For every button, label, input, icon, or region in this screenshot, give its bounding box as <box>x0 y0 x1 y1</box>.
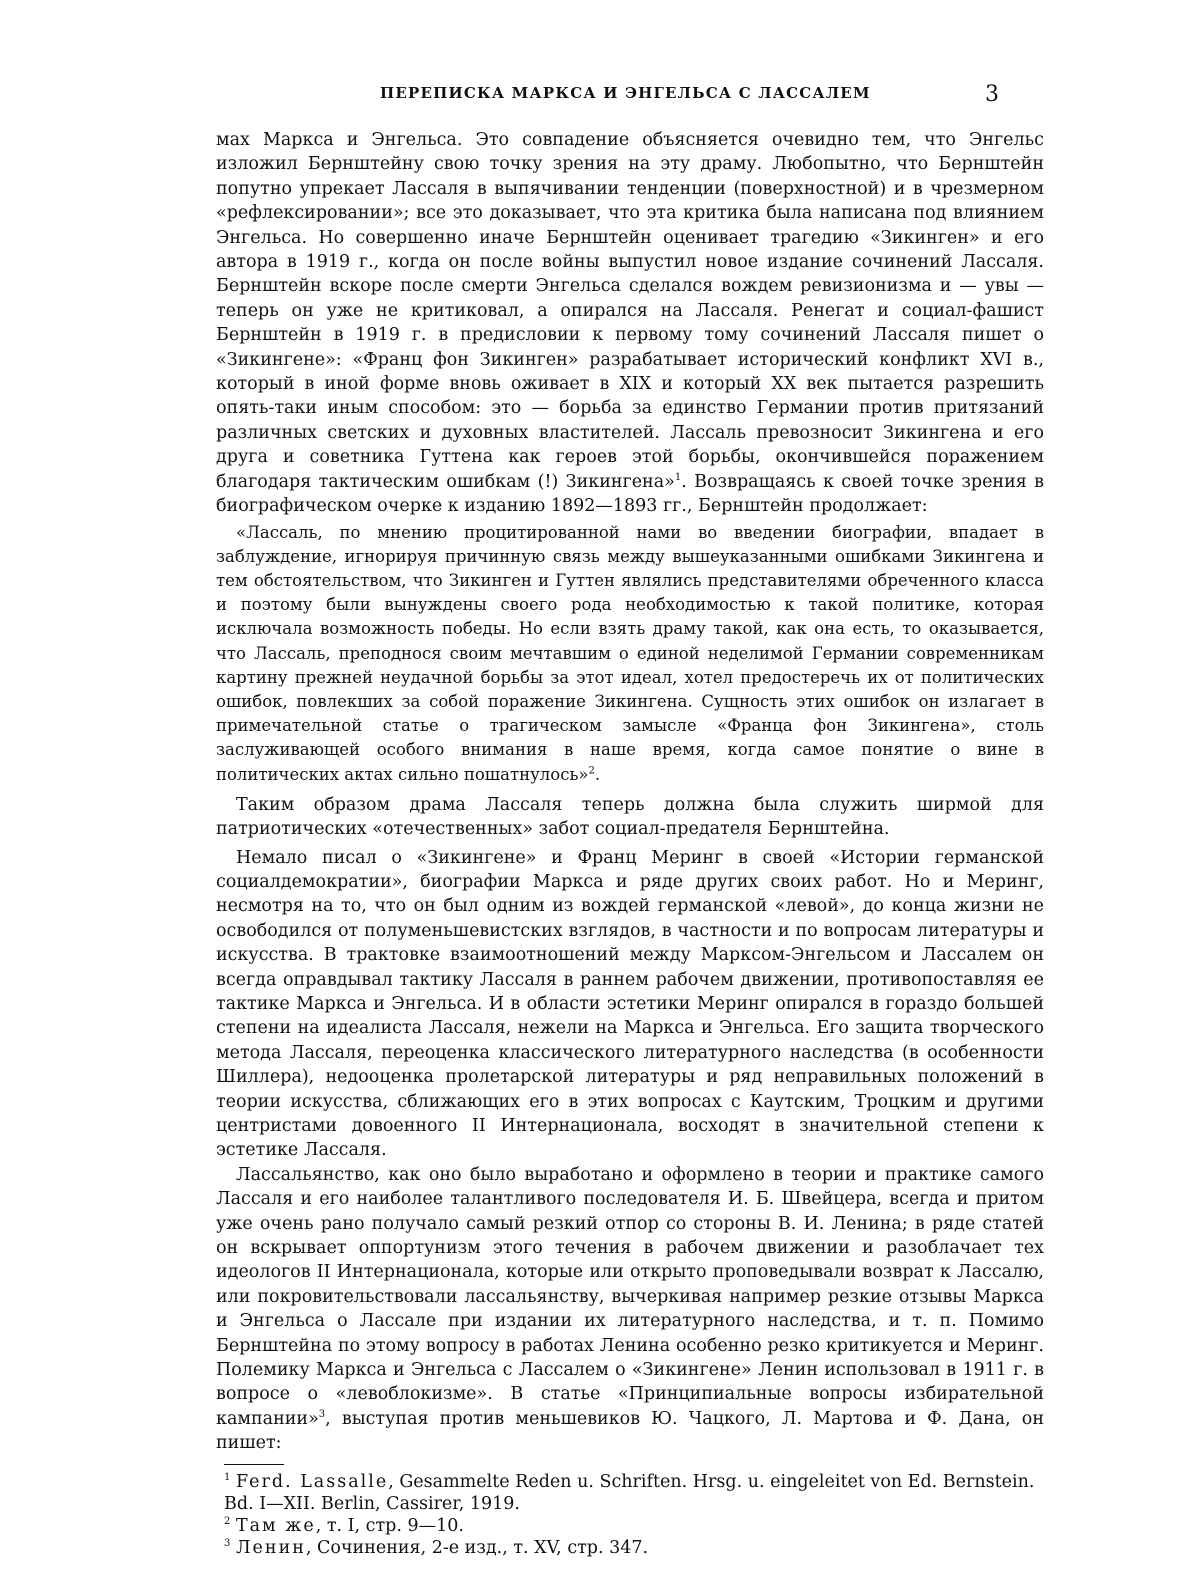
paragraph-1: мах Маркса и Энгельса. Это совпадение объясняется очевидно тем, что Энгельс изложил Бернштейну свою точку зрения на эту драму. Любопытно, что Бернштейн попутно упрекает Лассаля в выпячивании тенденции (поверхностной) и в чрезмерном «рефлексировании»; все это доказывает, что эта критика была написана под влиянием Энгельса. Но совершенно иначе Бернштейн оценивает трагедию «Зикинген» и его автора в 1919 г., когда он после войны выпустил новое издание сочинений Лассаля. Бернштейн вскоре после смерти Энгельса сделался вождем ревизионизма и — увы — теперь он уже не критиковал, а опирался на Лассаля. Ренегат и социал-фашист Бернштейн в 1919 г. в предисловии к первому тому сочинений Лассаля пишет о «Зикингене»: «Франц фон Зикинген» разрабатывает исторический конфликт XVI в., который в иной форме вновь оживает в XIX и который XX век пытается разрешить опять-таки иным способом: это — борьба за единство Германии против притязаний различных светских и духовных властителей. Лассаль превозносит Зикингена и его друга и советника Гуттена как героев этой борьбы, окончившейся поражением благодаря тактическим ошибкам (!) Зикингена»$^1$. Возвращаясь к своей точке зрения в биографическом очерке к изданию 1892—1893 гг., Бернштейн продолжает: <box>216 130 1045 517</box>
footnote-3: $^3$ Ленин, Сочинения, 2-е изд., т. XV, стр. 347. <box>224 1537 649 1558</box>
paragraph-2: Таким образом драма Лассаля теперь должна была служить ширмой для патриотических «отечественных» забот социал-предателя Бернштейна. <box>216 794 1044 840</box>
page-number: 3 <box>985 82 999 107</box>
footnote-ref-3: 3 <box>318 1409 326 1421</box>
footnote-ref-1: 1 <box>674 471 682 483</box>
footnote-2: $^2$ Там же, т. I, стр. 9—10. <box>224 1515 464 1536</box>
footnote-divider <box>224 1464 284 1465</box>
running-title: ПЕРЕПИСКА МАРКСА И ЭНГЕЛЬСА С ЛАССАЛЕМ <box>380 84 871 102</box>
footnote-1: $^1$ Ferd. Lassalle, Gesammelte Reden u. Schriften. Hrsg. u. eingeleitet von Ed. Bernstein. Bd. I—XII. Berlin, Cassirer, 1919. <box>224 1471 1035 1514</box>
paragraph-4: Лассальянство, как оно было выработано и оформлено в теории и практике самого Лассаля и его наиболее талантливого последователя И. Б. Швейцера, всегда и притом уже очень рано получало самый резкий отпор со стороны В. И. Ленина; в ряде статей он вскрывает оппортунизм этого течения в рабочем движении и разоблачает тех идеологов II Интернационала, которые или открыто проповедывали возврат к Лассалю, или покровительствовали лассальянству, вычеркивая например резкие отзывы Маркса и Энгельса о Лассале при издании их литературного наследства, и т. п. Помимо Бернштейна по этому вопросу в работах Ленина особенно резко критикуется и Меринг. Полемику Маркса и Энгельса с Лассалем о «Зикингене» Ленин использовал в 1911 г. в вопросе о «левоблокизме». В статье «Принципиальные вопросы избирательной кампании»$^3$, выступая против меньшевиков Ю. Чацкого, Л. Мартова и Ф. Дана, он пишет: <box>216 1164 1044 1454</box>
footnote-ref-2: 2 <box>588 765 595 777</box>
block-quote: «Лассаль, по мнению процитированной нами во введении биографии, впадает в заблуждение, игнорируя причинную связь между вышеуказанными ошибками Зикингена и тем обстоятельством, что Зикинген и Гуттен являлись представителями обреченного класса и поэтому были вынуждены своего рода необходимостью к такой политике, которая исключала возможность победы. Но если взять драму такой, как она есть, то оказывается, что Лассаль, преподнося своим мечтавшим о единой неделимой Германии современникам картину прежней неудачной борьбы за этот идеал, хотел предостеречь их от политических ошибок, повлекших за собой поражение Зикингена. Сущность этих ошибок он излагает в примечательной статье о трагическом замысле «Франца фон Зикингена», столь заслуживающей особого внимания в наше время, когда самое понятие о вине в политических актах сильно пошатнулось»$^2$. <box>216 522 1044 784</box>
paragraph-3: Немало писал о «Зикингене» и Франц Меринг в своей «Истории германской социалдемократии», биографии Маркса и ряде других своих работ. Но и Меринг, несмотря на то, что он был одним из вождей германской «левой», до конца жизни не освободился от полуменьшевистских взглядов, в частности и по вопросам литературы и искусства. В трактовке взаимоотношений между Марксом-Энгельсом и Лассалем он всегда оправдывал тактику Лассаля в раннем рабочем движении, противопоставляя ее тактике Маркса и Энгельса. И в области эстетики Меринг опирался в гораздо большей степени на идеалиста Лассаля, нежели на Маркса и Энгельса. Его защита творческого метода Лассаля, переоценка классического литературного наследства (в особенности Шиллера), недооценка пролетарской литературы и ряд неправильных положений в теории искусства, сближающих его в этих вопросах с Каутским, Троцким и другими центристами довоенного II Интернационала, восходят в значительной степени к эстетике Лассаля. <box>216 847 1044 1161</box>
body-text <box>216 128 1044 1559</box>
